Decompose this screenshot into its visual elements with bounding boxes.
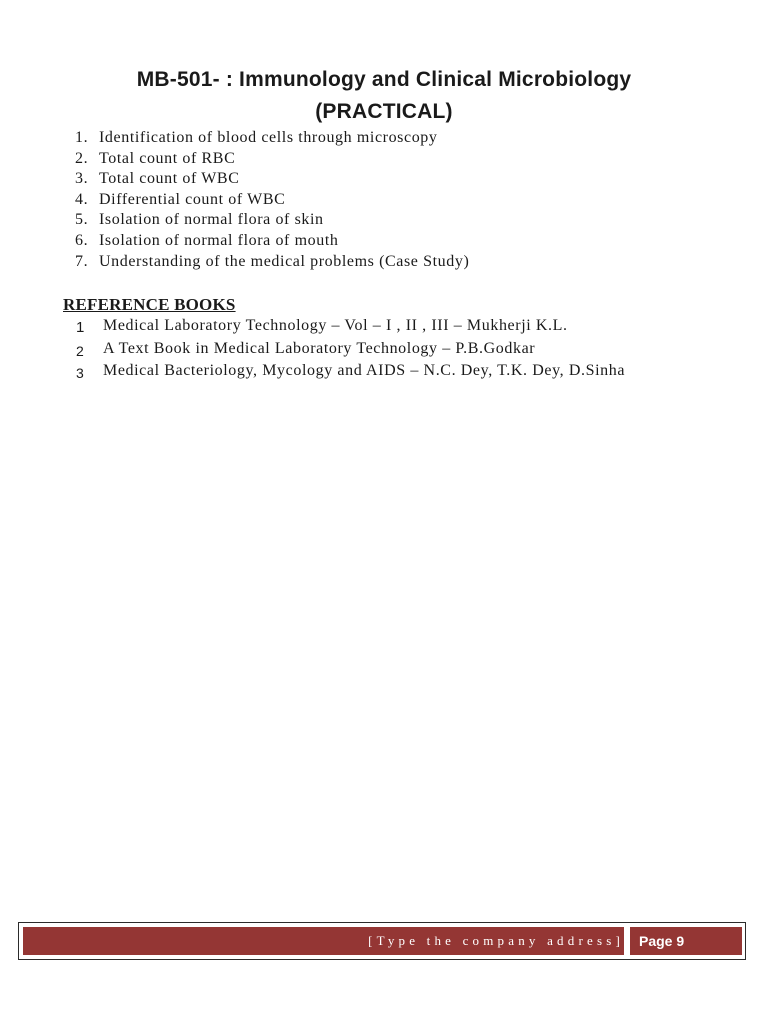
- reference-text: Medical Bacteriology, Mycology and AIDS – N.C. Dey, T.K. Dey, D.Sinha: [103, 362, 626, 379]
- reference-number: 3: [76, 365, 84, 381]
- item-number: 7.: [75, 252, 89, 270]
- list-item: [75, 149, 469, 170]
- reference-number: 2: [76, 342, 84, 359]
- reference-item: [76, 316, 636, 339]
- item-text: Isolation of normal flora of skin: [99, 211, 324, 229]
- page-title: [0, 64, 768, 128]
- page-footer: [18, 922, 746, 960]
- reference-item: [76, 361, 636, 384]
- footer-address: [Type the company address]: [23, 927, 624, 955]
- list-item: [75, 210, 469, 231]
- item-number: 1.: [75, 129, 89, 146]
- item-number: 6.: [75, 231, 89, 249]
- title-line-2: (PRACTICAL): [315, 100, 453, 123]
- reference-text: A Text Book in Medical Laboratory Technology – P.B.Godkar: [103, 339, 536, 357]
- item-number: 5.: [75, 211, 89, 229]
- item-text: Total count of WBC: [99, 170, 240, 188]
- item-text: Differential count of WBC: [99, 190, 286, 208]
- item-text: Understanding of the medical problems (Case Study): [99, 252, 470, 270]
- reference-list: [76, 316, 636, 384]
- reference-text: Medical Laboratory Technology – Vol – I , II , III – Mukherji K.L.: [103, 317, 568, 334]
- list-item: [75, 252, 469, 273]
- list-item: [75, 231, 469, 252]
- reference-item: [76, 339, 636, 362]
- reference-number: 1: [76, 319, 85, 336]
- list-item: [75, 169, 469, 190]
- title-line-1: MB-501- : Immunology and Clinical Microbiology: [136, 68, 632, 91]
- item-text: Isolation of normal flora of mouth: [99, 231, 339, 249]
- item-number: 2.: [75, 149, 89, 167]
- list-item: [75, 190, 469, 211]
- item-number: 4.: [75, 190, 89, 208]
- item-number: 3.: [75, 170, 89, 188]
- list-item: [75, 128, 469, 149]
- reference-books-heading: REFERENCE BOOKS: [63, 295, 236, 314]
- practical-list: [75, 128, 469, 272]
- item-text: Identification of blood cells through microscopy: [99, 129, 438, 146]
- footer-page-number: Page 9: [630, 927, 742, 955]
- item-text: Total count of RBC: [99, 149, 236, 167]
